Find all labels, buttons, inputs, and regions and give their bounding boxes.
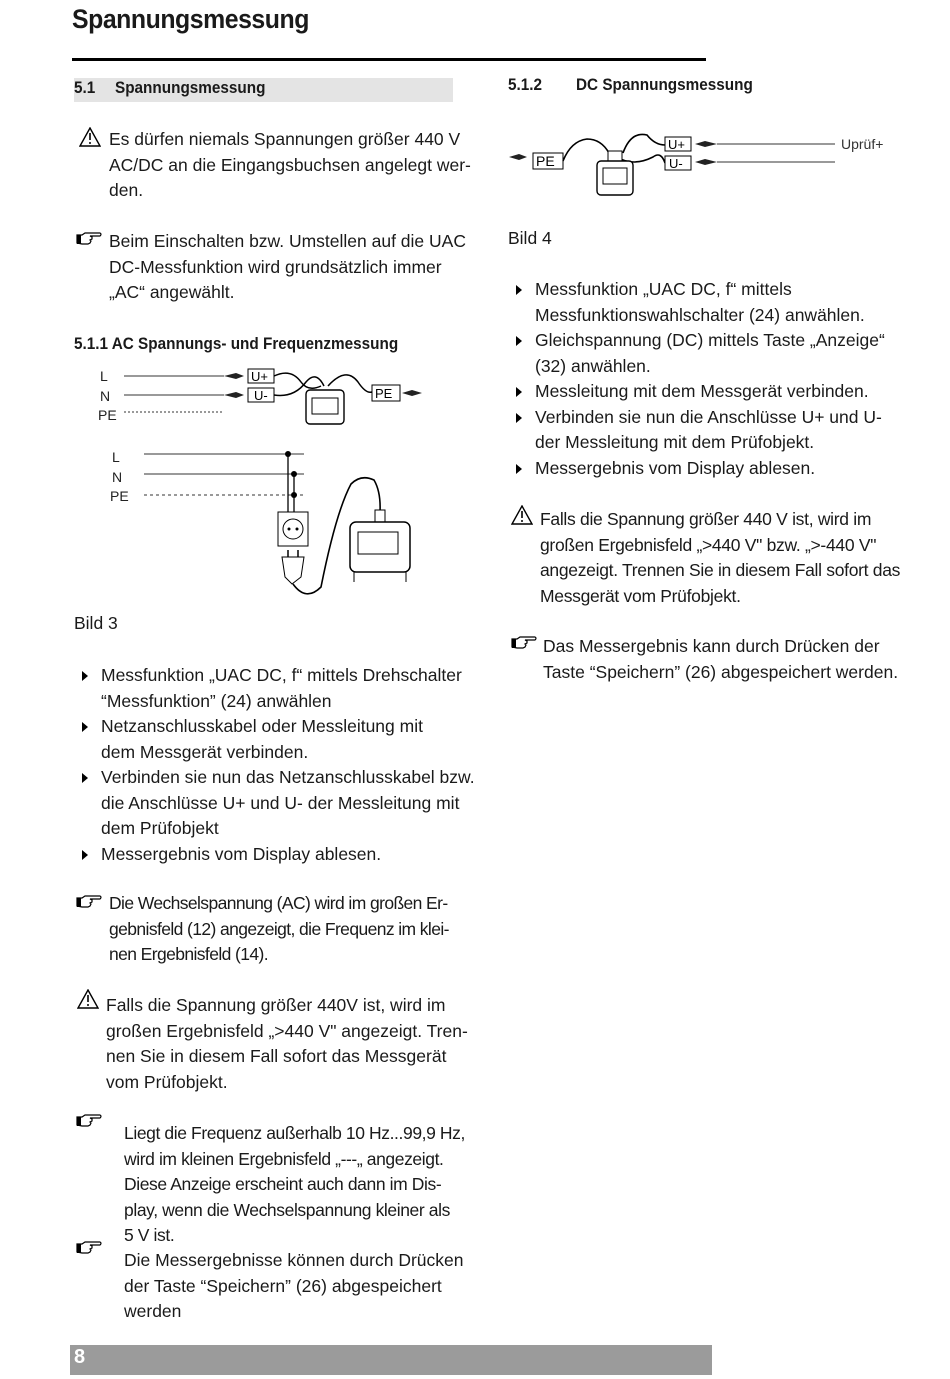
note-text-dc — [543, 634, 898, 685]
text-line: angezeigt. Trennen Sie in diesem Fall sofort das — [540, 560, 901, 580]
text-line: „AC“ angewählt. — [109, 282, 235, 302]
text-line: Messergebnis vom Display ablesen. — [101, 843, 382, 864]
text-line: Messergebnis vom Display ablesen. — [535, 457, 816, 478]
page-number: 8 — [74, 1346, 86, 1368]
text-line: Falls die Spannung größer 440 V ist, wird im — [540, 509, 872, 529]
title-rule — [72, 58, 706, 61]
step-list-right — [514, 277, 885, 481]
triangle-bullet-icon — [82, 671, 88, 681]
note-text-1 — [109, 229, 466, 306]
warning-text-dc — [540, 507, 900, 609]
triangle-bullet-icon — [516, 387, 522, 397]
list-item — [80, 842, 475, 868]
text-line: (32) anwählen. — [535, 355, 651, 376]
text-line: den. — [109, 180, 144, 200]
list-item — [514, 328, 885, 379]
text-line: der Messleitung mit dem Prüfobjekt. — [535, 432, 815, 452]
warning-text-1 — [109, 127, 471, 204]
pointing-hand-icon — [76, 1240, 102, 1256]
note-text-3 — [124, 1121, 465, 1249]
warning-triangle-icon — [79, 127, 101, 147]
text-line: Messfunktion „UAC DC, f“ mittels Drehschalter — [101, 665, 462, 685]
section-title: Spannungsmessung — [115, 78, 266, 97]
pointing-hand-icon — [511, 635, 537, 651]
text-line: Messleitung mit dem Messgerät verbinden. — [535, 381, 869, 401]
text-line: “Messfunktion” (24) anwählen — [101, 690, 332, 711]
note-text-2 — [109, 891, 449, 968]
subsection-number-dc: 5.1.2 — [508, 75, 543, 94]
section-number: 5.1 — [74, 78, 96, 97]
figure-caption-3: Bild 3 — [74, 613, 118, 633]
text-line: 5 V ist. — [124, 1225, 175, 1245]
list-item — [514, 379, 885, 405]
triangle-bullet-icon — [516, 464, 522, 474]
figure-caption-4: Bild 4 — [508, 228, 552, 248]
list-item — [80, 663, 475, 714]
text-line: Liegt die Frequenz außerhalb 10 Hz...99,9 Hz, — [124, 1123, 465, 1143]
pe-label: PE — [375, 386, 393, 401]
dc-u-plus-label: U+ — [668, 137, 685, 152]
triangle-bullet-icon — [516, 336, 522, 346]
text-line: dem Messgerät verbinden. — [101, 741, 309, 762]
text-line: großen Ergebnisfeld „>440 V" bzw. „>-440 V" — [540, 534, 877, 555]
text-line: werden — [124, 1301, 182, 1321]
label-pe-lower: PE — [110, 488, 129, 504]
text-line: Messgerät vom Prüfobjekt. — [540, 585, 741, 606]
u-minus-label: U- — [254, 388, 268, 403]
text-line: nen Ergebnisfeld (14). — [109, 944, 268, 964]
label-n: N — [100, 388, 111, 404]
triangle-bullet-icon — [82, 773, 88, 783]
triangle-bullet-icon — [516, 413, 522, 423]
dc-u-minus-label: U- — [669, 156, 683, 171]
triangle-bullet-icon — [82, 850, 88, 860]
text-line: Verbinden sie nun das Netzanschlusskabel bzw. — [101, 767, 475, 787]
warning-triangle-icon — [77, 989, 99, 1009]
label-pe: PE — [98, 407, 117, 423]
text-line: Beim Einschalten bzw. Umstellen auf die UAC — [109, 231, 466, 251]
warning-triangle-icon — [511, 505, 533, 525]
footer-bar — [70, 1345, 712, 1375]
subsection-title-dc: DC Spannungsmessung — [576, 75, 753, 94]
text-line: Das Messergebnis kann durch Drücken der — [543, 636, 880, 656]
text-line: Die Wechselspannung (AC) wird im großen Er- — [109, 893, 448, 913]
pointing-hand-icon — [76, 231, 102, 247]
list-item — [80, 765, 475, 842]
text-line: Verbinden sie nun die Anschlüsse U+ und U- — [535, 406, 882, 427]
dc-pe-label: PE — [536, 153, 555, 169]
text-line: Es dürfen niemals Spannungen größer 440 V — [109, 129, 461, 149]
text-line: Netzanschlusskabel oder Messleitung mit — [101, 716, 423, 736]
dc-wiring-diagram — [505, 127, 895, 197]
text-line: großen Ergebnisfeld „>440 V" angezeigt. Tren- — [106, 1020, 468, 1041]
text-line: wird im kleinen Ergebnisfeld „---„ angezeigt. — [124, 1148, 444, 1169]
list-item — [80, 714, 475, 765]
text-line: Gleichspannung (DC) mittels Taste „Anzeige“ — [535, 330, 885, 350]
subsection-title-ac: 5.1.1 AC Spannungs- und Frequenzmessung — [74, 334, 399, 353]
text-line: vom Prüfobjekt. — [106, 1071, 228, 1092]
label-n-lower: N — [112, 469, 123, 485]
u-plus-label: U+ — [251, 369, 268, 384]
warning-text-2 — [106, 993, 468, 1095]
text-line: gebnisfeld (12) angezeigt, die Frequenz im klei- — [109, 918, 449, 939]
text-line: nen Sie in diesem Fall sofort das Messgerät — [106, 1046, 447, 1066]
text-line: dem Prüfobjekt — [101, 818, 219, 838]
note-text-4 — [124, 1248, 463, 1325]
label-l: L — [100, 368, 108, 384]
text-line: Die Messergebnisse können durch Drücken — [124, 1250, 464, 1270]
label-l-lower: L — [112, 449, 120, 465]
upruef-label: Uprüf+ — [841, 136, 884, 152]
text-line: die Anschlüsse U+ und U- der Messleitung mit — [101, 792, 460, 813]
text-line: AC/DC an die Eingangsbuchsen angelegt wer- — [109, 154, 471, 175]
list-item — [514, 456, 885, 482]
text-line: Falls die Spannung größer 440V ist, wird im — [106, 995, 446, 1015]
text-line: Messfunktion „UAC DC, f“ mittels — [535, 279, 792, 299]
text-line: Taste “Speichern” (26) abgespeichert werden. — [543, 661, 899, 682]
list-item — [514, 277, 885, 328]
text-line: DC-Messfunktion wird grundsätzlich immer — [109, 256, 442, 277]
triangle-bullet-icon — [516, 285, 522, 295]
list-item — [514, 405, 885, 456]
text-line: play, wenn die Wechselspannung kleiner als — [124, 1199, 450, 1220]
text-line: Diese Anzeige erscheint auch dann im Dis- — [124, 1174, 442, 1194]
pointing-hand-icon — [76, 1113, 102, 1129]
text-line: der Taste “Speichern” (26) abgespeichert — [124, 1275, 442, 1296]
text-line: Messfunktionswahlschalter (24) anwählen. — [535, 304, 865, 325]
page-title: Spannungsmessung — [72, 4, 309, 34]
step-list-left — [80, 663, 475, 867]
triangle-bullet-icon — [82, 722, 88, 732]
pointing-hand-icon — [76, 894, 102, 910]
ac-wiring-diagram — [96, 362, 436, 607]
